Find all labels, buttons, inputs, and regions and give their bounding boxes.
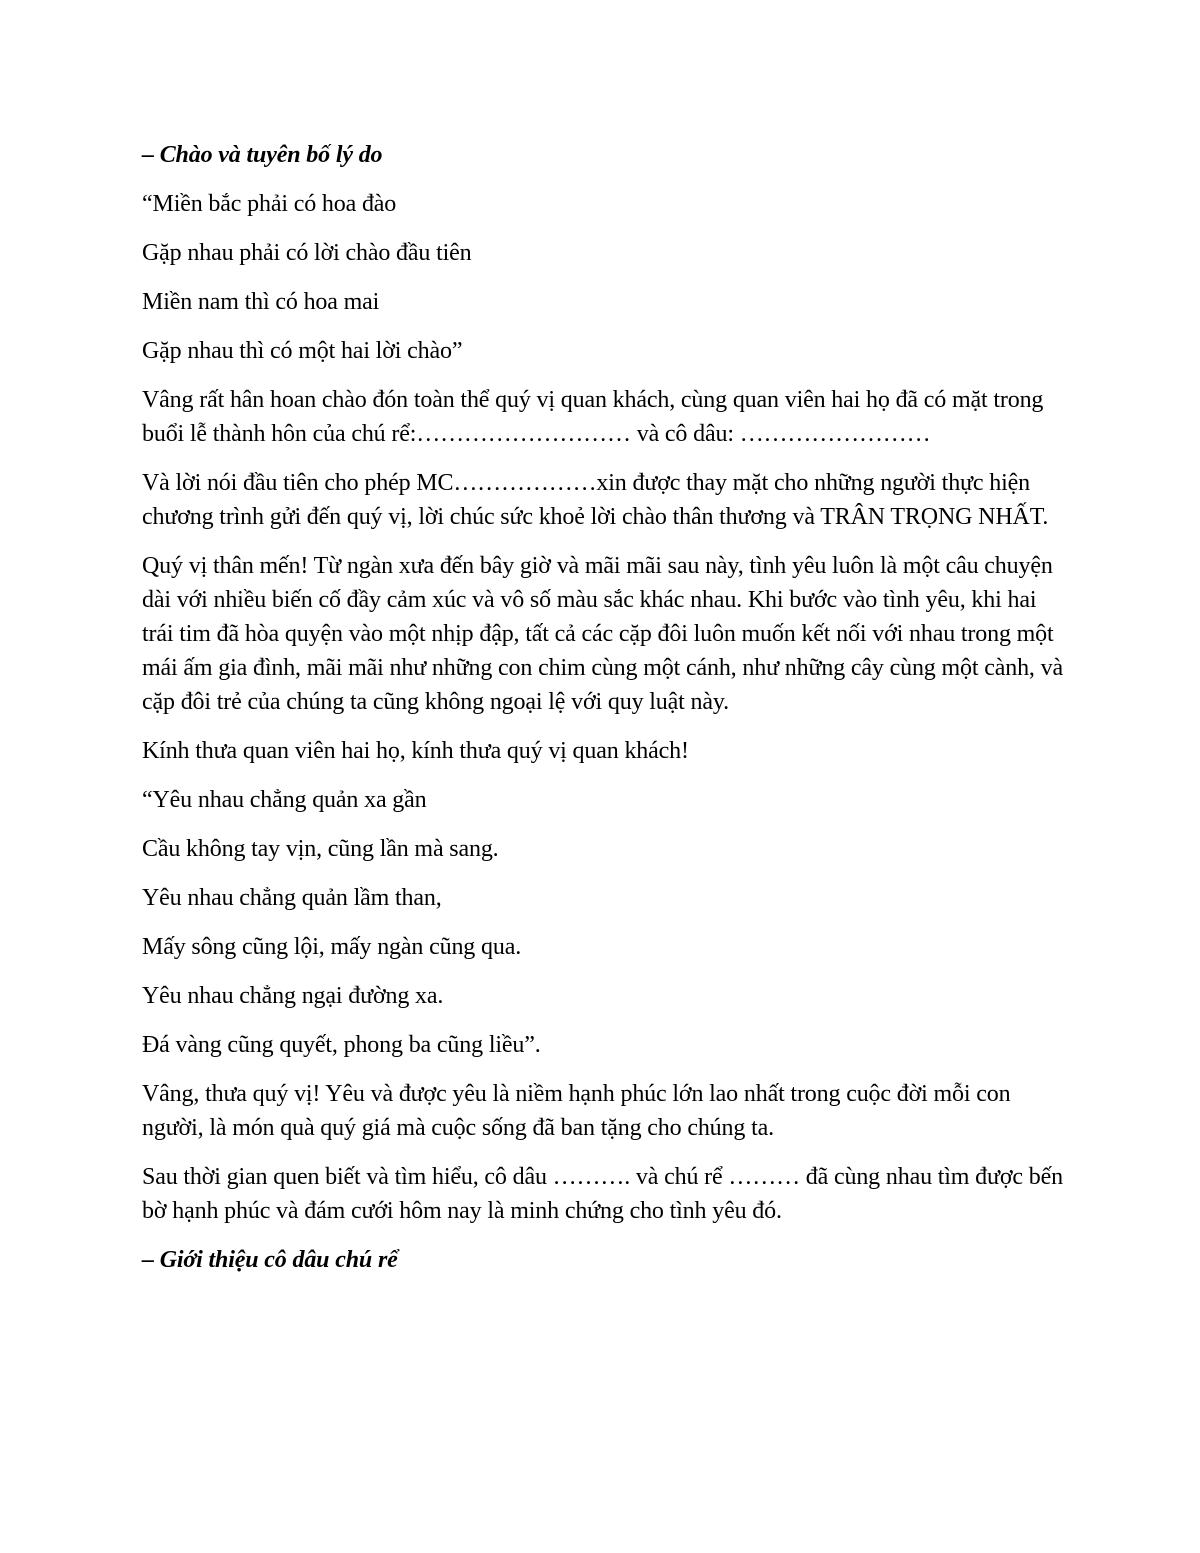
poem-line: Mấy sông cũng lội, mấy ngàn cũng qua. (142, 934, 522, 960)
poem-line: Gặp nhau thì có một hai lời chào” (142, 338, 463, 364)
poem-line: Miền nam thì có hoa mai (142, 289, 380, 315)
poem-line: “Yêu nhau chẳng quản xa gần (142, 787, 427, 813)
paragraph-address: Kính thưa quan viên hai họ, kính thưa quý vị quan khách! (142, 738, 689, 764)
paragraph-welcome: Vâng rất hân hoan chào đón toàn thể quý vị quan khách, cùng quan viên hai họ đã có mặt trong buổi lễ thành hôn của chú rể:……………………… và cô dâu: …………………… (142, 387, 1044, 447)
paragraph-mc: Và lời nói đầu tiên cho phép MC………………xin được thay mặt cho những người thực hiện chương trình gửi đến quý vị, lời chúc sức khoẻ lời chào thân thương và TRÂN TRỌNG NHẤT. (142, 470, 1049, 530)
poem-line: Đá vàng cũng quyết, phong ba cũng liều”. (142, 1032, 541, 1058)
paragraph-love: Quý vị thân mến! Từ ngàn xưa đến bây giờ và mãi mãi sau này, tình yêu luôn là một câu chuyện dài với nhiều biến cố đầy cảm xúc và vô số màu sắc khác nhau. Khi bước vào tình yêu, khi hai trái tim đã hòa quyện vào một nhịp đập, tất cả các cặp đôi luôn muốn kết nối với nhau trong một mái ấm gia đình, mãi mãi như những con chim cùng một cánh, như những cây cùng một cành, và cặp đôi trẻ của chúng ta cũng không ngoại lệ với quy luật này. (142, 553, 1063, 715)
paragraph-couple: Sau thời gian quen biết và tìm hiểu, cô dâu ………. và chú rể ……… đã cùng nhau tìm được bến bờ hạnh phúc và đám cưới hôm nay là minh chứng cho tình yêu đó. (142, 1164, 1063, 1224)
poem-line: “Miền bắc phải có hoa đào (142, 191, 397, 217)
poem-line: Cầu không tay vịn, cũng lần mà sang. (142, 836, 499, 862)
poem-line: Gặp nhau phải có lời chào đầu tiên (142, 240, 472, 266)
document-page (142, 138, 1072, 1292)
paragraph-happiness: Vâng, thưa quý vị! Yêu và được yêu là niềm hạnh phúc lớn lao nhất trong cuộc đời mỗi con người, là món quà quý giá mà cuộc sống đã ban tặng cho chúng ta. (142, 1081, 1011, 1141)
poem-line: Yêu nhau chẳng quản lầm than, (142, 885, 442, 911)
section-heading-introduction: – Giới thiệu cô dâu chú rể (142, 1247, 398, 1273)
section-heading-greeting: – Chào và tuyên bố lý do (142, 142, 383, 168)
poem-line: Yêu nhau chẳng ngại đường xa. (142, 983, 444, 1009)
